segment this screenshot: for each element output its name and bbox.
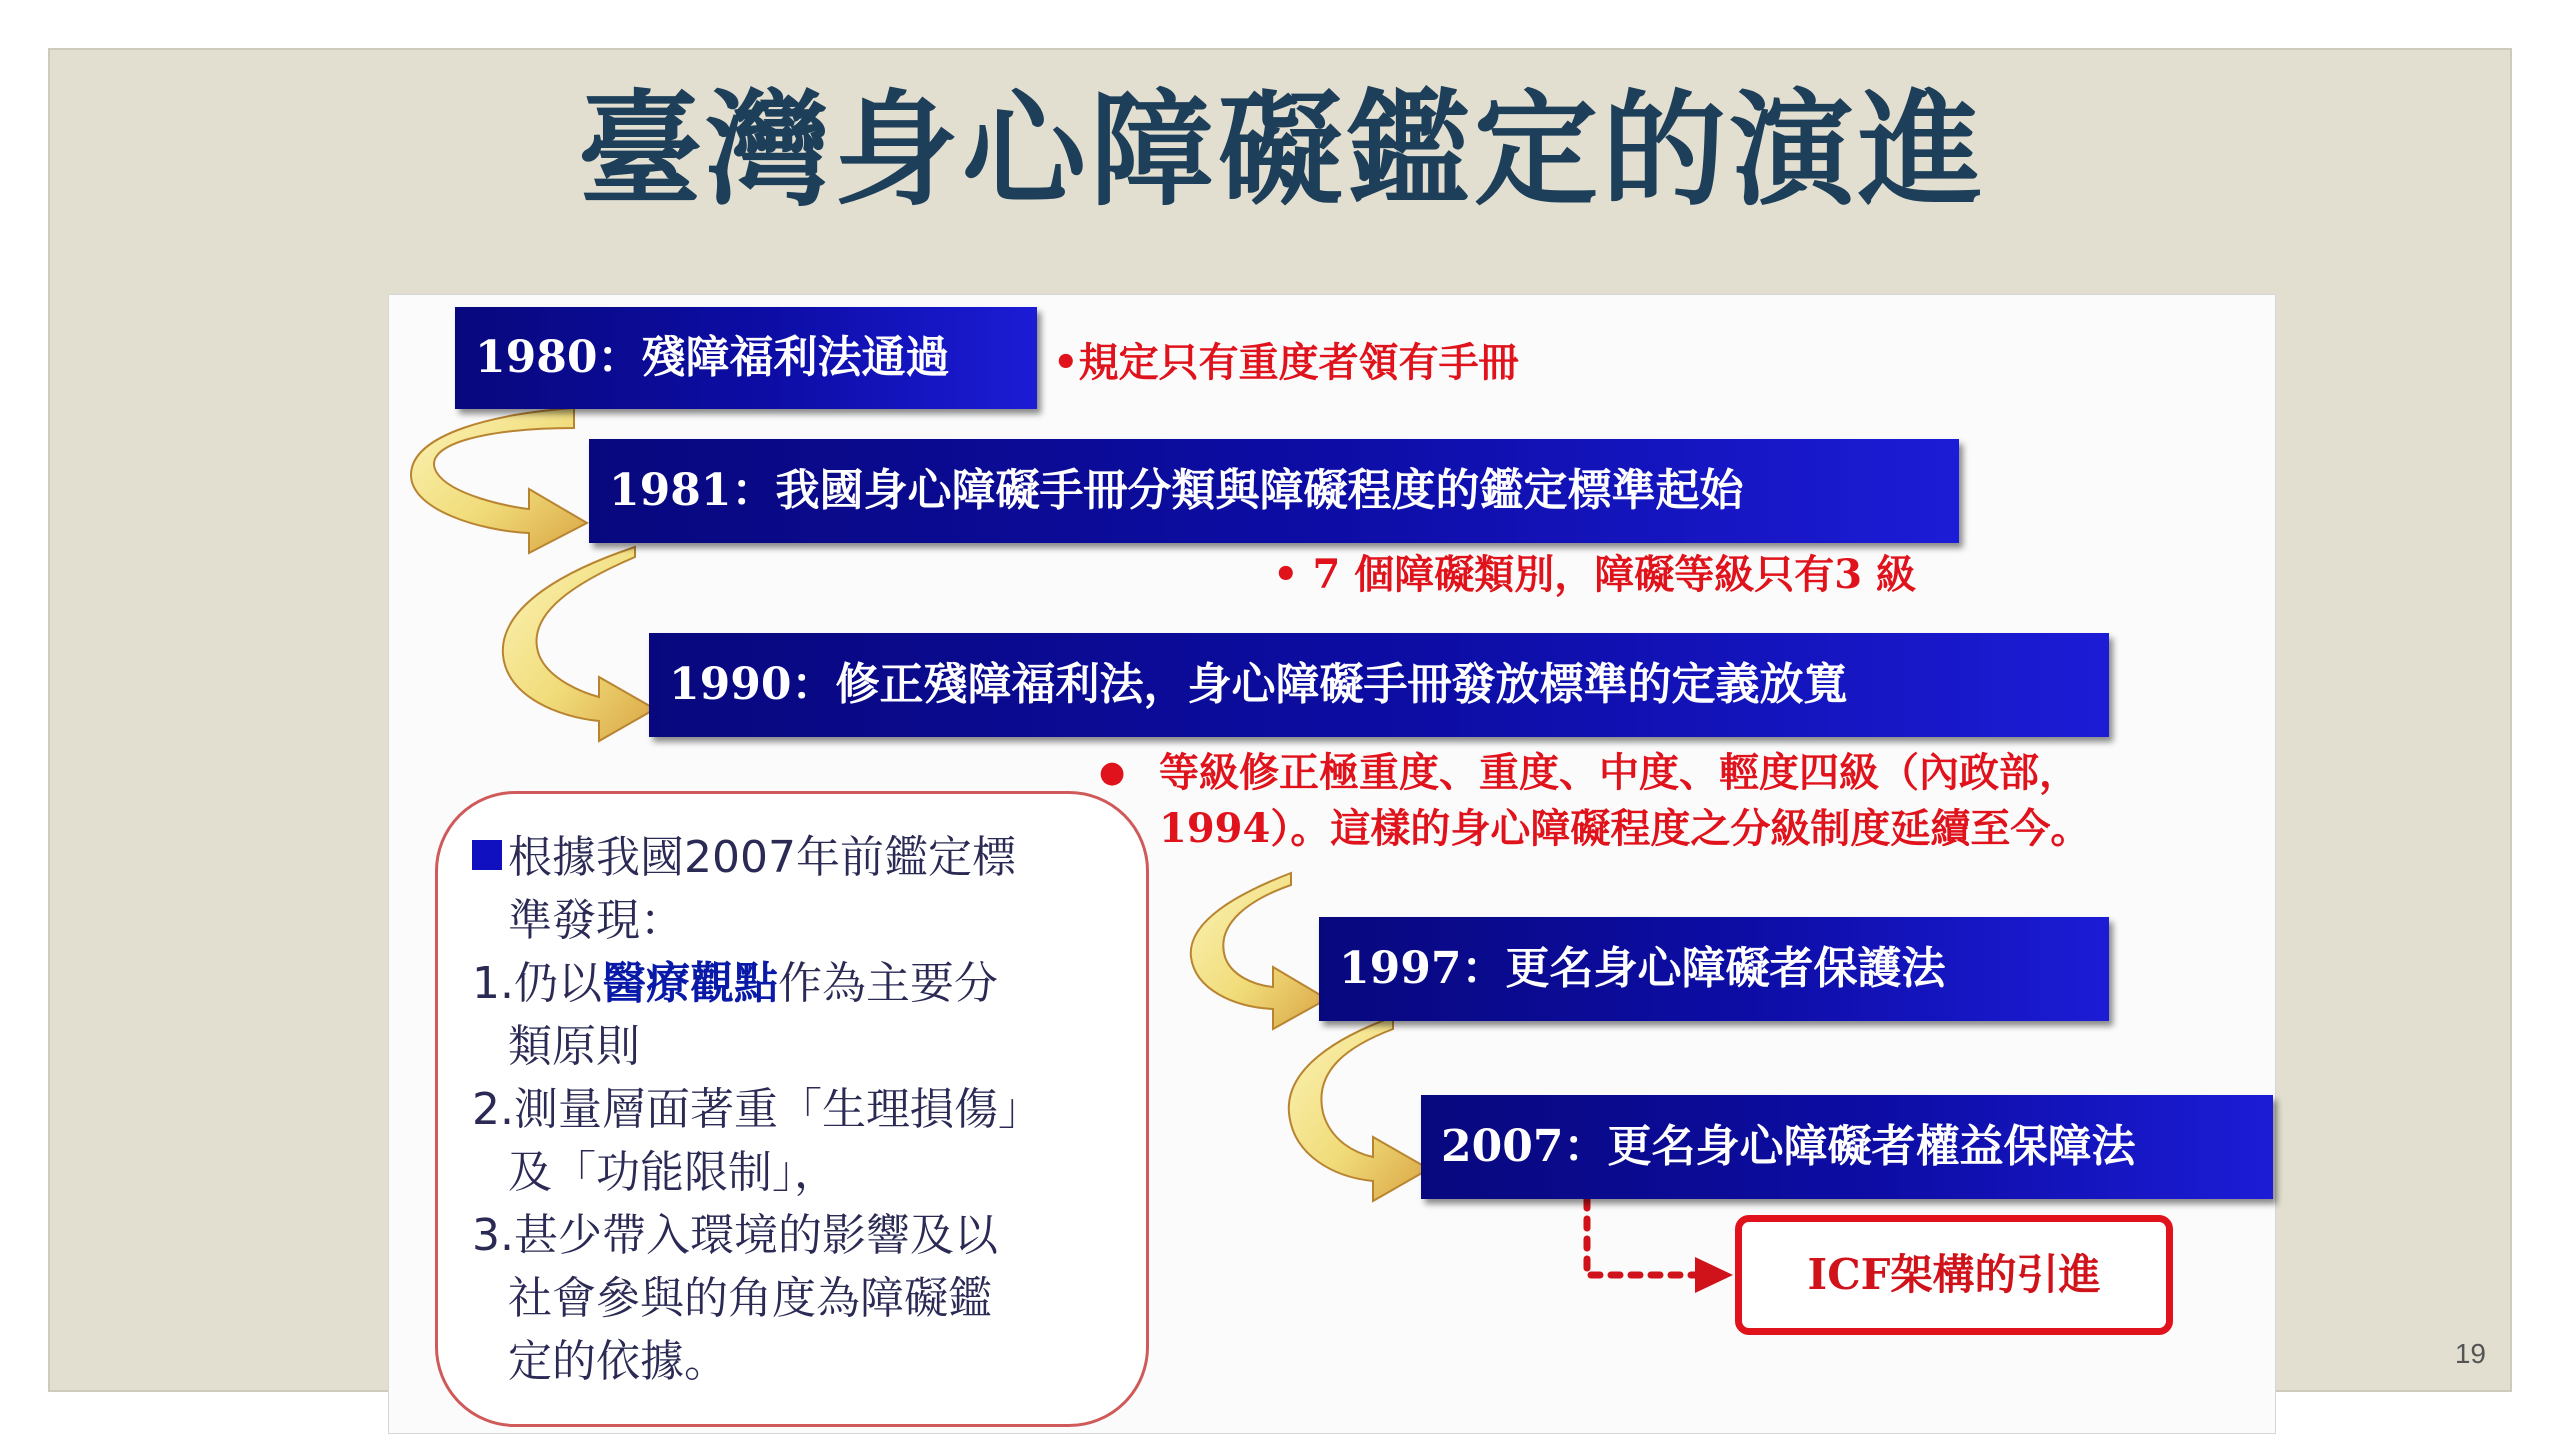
findings-item-1-line-2: 類原則 — [508, 1021, 640, 1072]
note-1990-line-1: 等級修正極重度、重度、中度、輕度四級（內政部， — [1159, 749, 2079, 796]
arrow-1980-to-1981 — [411, 408, 587, 553]
note-1990 — [1159, 745, 2259, 857]
findings-item-1 — [472, 952, 1116, 1015]
note-1990-bullet: ● — [1099, 755, 1126, 790]
findings-intro — [472, 826, 1116, 889]
icf-framework-box: ICF架構的引進 — [1735, 1215, 2173, 1335]
page-number: 19 — [2454, 1338, 2486, 1369]
findings-item-2-line-1: 2.測量層面著重「生理損傷」 — [472, 1084, 1042, 1135]
findings-item-3-line-3: 定的依據。 — [508, 1336, 728, 1387]
timeline-event-1981: 1981：我國身心障礙手冊分類與障礙程度的鑑定標準起始 — [589, 439, 1959, 543]
timeline-event-1997: 1997：更名身心障礙者保護法 — [1319, 917, 2109, 1021]
findings-item-3-line-2: 社會參與的角度為障礙鑑 — [508, 1273, 992, 1324]
note-1981: • 7 個障礙類別，障礙等級只有3 級 — [1273, 551, 1917, 598]
note-1980: •規定只有重度者領有手冊 — [1053, 339, 1519, 386]
timeline-event-2007: 2007：更名身心障礙者權益保障法 — [1421, 1095, 2273, 1199]
slide — [48, 48, 2512, 1392]
timeline-diagram — [388, 294, 2276, 1434]
timeline-event-1990: 1990：修正殘障福利法，身心障礙手冊發放標準的定義放寬 — [649, 633, 2109, 737]
note-1990-line-2: 1994）。這樣的身心障礙程度之分級制度延續至今。 — [1159, 805, 2091, 852]
findings-item-1-emphasis: 醫療觀點 — [601, 958, 778, 1009]
findings-item-1-prefix: 1.仍以 — [472, 958, 602, 1009]
timeline-event-1980: 1980：殘障福利法通過 — [455, 307, 1037, 409]
findings-box — [435, 791, 1149, 1427]
arrow-1981-to-1990 — [503, 547, 655, 741]
findings-item-2-line-2: 及「功能限制」， — [508, 1147, 838, 1198]
findings-item-3-line-1: 3.甚少帶入環境的影響及以 — [472, 1210, 998, 1261]
findings-intro-line-2: 準發現： — [508, 895, 684, 946]
slide-title: 臺灣身心障礙鑑定的演進 — [577, 79, 1986, 223]
square-bullet-icon — [472, 840, 502, 870]
findings-intro-line-1: 根據我國2007年前鑑定標 — [508, 832, 1016, 883]
findings-item-1-suffix: 作為主要分 — [777, 958, 998, 1009]
arrow-1997-to-2007 — [1289, 1017, 1429, 1201]
arrow-1990-to-1997 — [1191, 873, 1327, 1029]
dotted-connector-icf — [1587, 1199, 1733, 1293]
